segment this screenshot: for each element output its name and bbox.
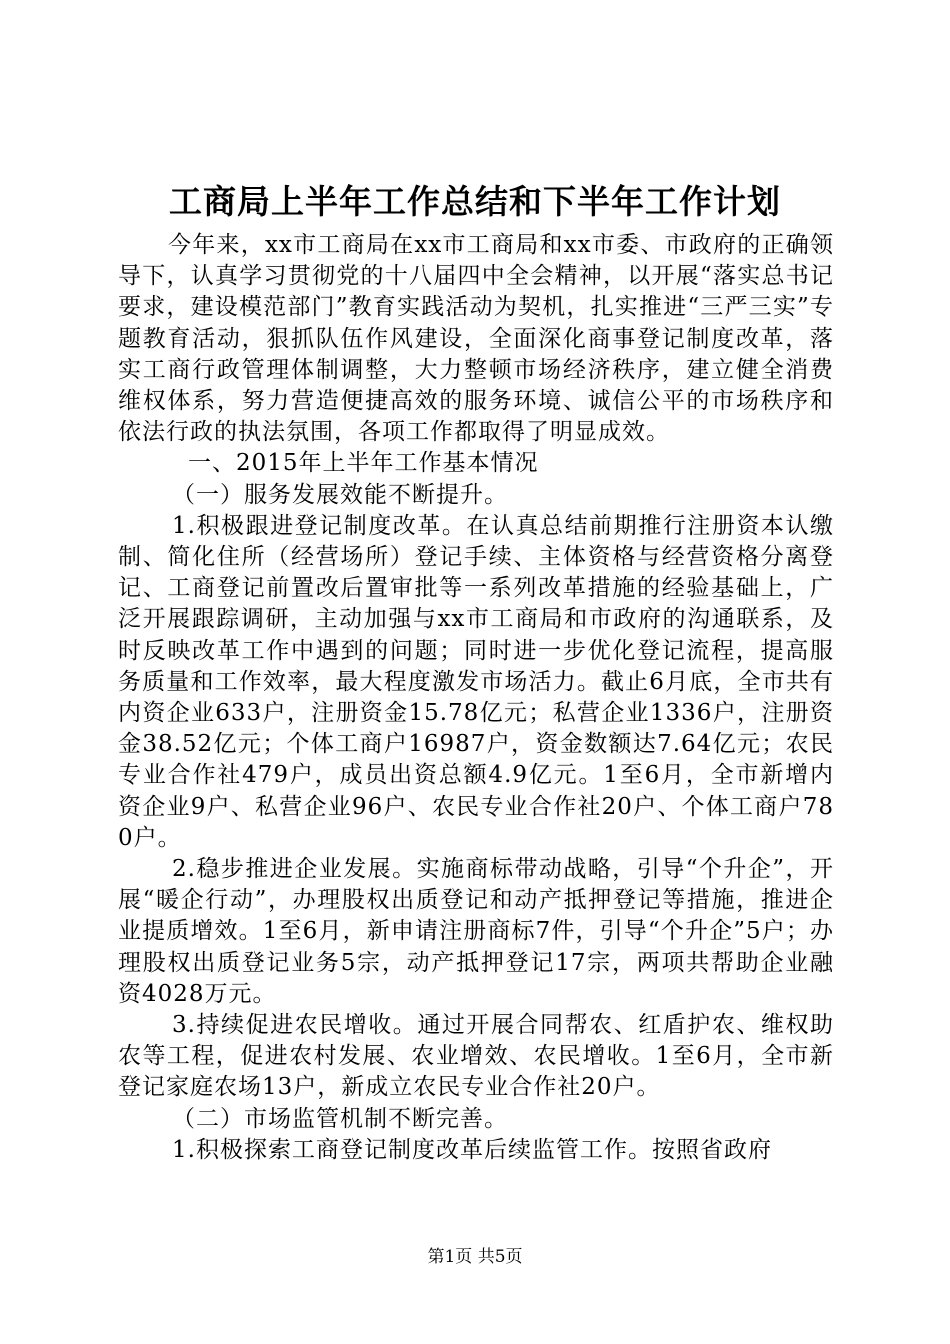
item-paragraph-3: 3.持续促进农民增收。通过开展合同帮农、红盾护农、维权助农等工程，促进农村发展、农业增效、农民增收。1至6月，全市新登记家庭农场13户，新成立农民专业合作社20户。 — [118, 1012, 834, 1101]
page-footer: 第1页 共5页 — [427, 1247, 523, 1267]
intro-paragraph: 今年来，xx市工商局在xx市工商局和xx市委、市政府的正确领导下，认真学习贯彻党的十八届四中全会精神，以开展“落实总书记要求，建设模范部门”教育实践活动为契机，扎实推进“三严三实”专题教育活动，狠抓队伍作风建设，全面深化商事登记制度改革，落实工商行政管理体制调整，大力整顿市场经济秩序，建立健全消费维权体系，努力营造便捷高效的服务环境、诚信公平的市场秩序和依法行政的执法氛围，各项工作都取得了明显成效。 — [118, 232, 834, 446]
subsection-heading-1: （一）服务发展效能不断提升。 — [172, 481, 508, 508]
document-title: 工商局上半年工作总结和下半年工作计划 — [169, 182, 781, 221]
document-body — [118, 230, 834, 1166]
subsection-heading-2: （二）市场监管机制不断完善。 — [172, 1105, 508, 1132]
item-paragraph-4: 1.积极探索工商登记制度改革后续监管工作。按照省政府 — [172, 1136, 772, 1163]
item-paragraph-1: 1.积极跟进登记制度改革。在认真总结前期推行注册资本认缴制、简化住所（经营场所）登记手续、主体资格与经营资格分离登记、工商登记前置改后置审批等一系列改革措施的经验基础上，广泛开展跟踪调研，主动加强与xx市工商局和市政府的沟通联系，及时反映改革工作中遇到的问题；同时进一步优化登记流程，提高服务质量和工作效率，最大程度激发市场活力。截止6月底，全市共有内资企业633户，注册资金15.78亿元；私营企业1336户，注册资金38.52亿元；个体工商户16987户，资金数额达7.64亿元；农民专业合作社479户，成员出资总额4.9亿元。1至6月，全市新增内资企业9户、私营企业96户、农民专业合作社20户、个体工商户780户。 — [118, 512, 834, 851]
section-heading-1: 一、2015年上半年工作基本情况 — [188, 450, 539, 477]
item-paragraph-2: 2.稳步推进企业发展。实施商标带动战略，引导“个升企”，开展“暖企行动”，办理股权出质登记和动产抵押登记等措施，推进企业提质增效。1至6月，新申请注册商标7件，引导“个升企”5户；办理股权出质登记业务5宗，动产抵押登记17宗，两项共帮助企业融资4028万元。 — [118, 856, 834, 1007]
